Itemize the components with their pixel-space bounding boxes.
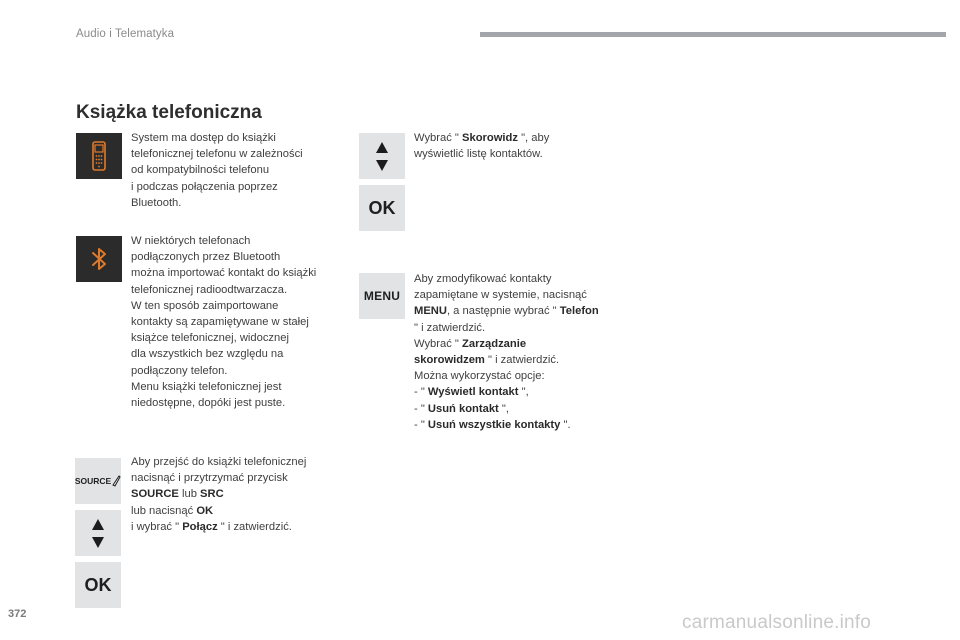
text-line: Menu książki telefonicznej jest — [131, 380, 282, 393]
skorowidzem-label: skorowidzem — [414, 354, 485, 367]
text-line: Aby przejść do książki telefonicznej — [131, 456, 307, 468]
up-down-arrows-button-right[interactable] — [359, 133, 405, 179]
page-number: 372 — [8, 608, 27, 620]
text-span: lub — [178, 488, 201, 501]
text-line — [414, 336, 599, 352]
text-line: nacisnąć i przytrzymać przycisk — [131, 472, 288, 485]
text-line: niedostępne, dopóki jest puste. — [131, 397, 286, 410]
up-down-arrows-button[interactable] — [75, 510, 121, 556]
text-span: - " — [414, 402, 428, 415]
text-line — [414, 303, 599, 319]
option-item — [414, 417, 599, 433]
text-line: wyświetlić listę kontaktów. — [414, 148, 543, 161]
text-line: i podczas połączenia poprzez — [131, 180, 278, 193]
text-line — [414, 352, 599, 368]
arrow-up-icon — [92, 519, 104, 530]
modify-paragraph — [414, 271, 599, 433]
src-key-label: SRC — [200, 488, 224, 501]
text-line: " i zatwierdzić. — [414, 321, 486, 334]
text-span: - " — [414, 386, 428, 399]
text-span: ", — [498, 402, 509, 415]
phone-handset-icon — [112, 475, 121, 487]
bluetooth-icon — [76, 236, 122, 282]
menu-button[interactable] — [359, 273, 405, 319]
text-line: W niektórych telefonach — [131, 235, 251, 247]
text-span: Wybrać " — [414, 132, 463, 144]
text-line: W ten sposób zaimportowane — [131, 299, 279, 312]
text-span: - " — [414, 418, 428, 431]
menu-button-label: MENU — [363, 289, 401, 303]
text-span: " i zatwierdzić. — [217, 520, 292, 533]
text-span: ". — [560, 418, 571, 431]
text-span: " i zatwierdzić. — [484, 354, 560, 367]
bluetooth-icon-tile — [76, 236, 122, 282]
phone-icon — [76, 133, 122, 179]
ok-button-right[interactable] — [359, 185, 405, 231]
option-item — [414, 384, 599, 400]
text-line — [131, 486, 306, 502]
text-span: ", — [518, 386, 529, 399]
intro-paragraph — [131, 130, 303, 211]
text-line: dla wszystkich bez względu na — [131, 348, 284, 361]
zarzadzanie-label: Zarządzanie — [462, 337, 527, 350]
source-button-label — [75, 475, 121, 487]
text-line: Bluetooth. — [131, 196, 182, 209]
text-line: telefonicznej telefonu w zależności — [131, 148, 303, 161]
import-paragraph — [131, 233, 316, 411]
text-line — [414, 130, 549, 146]
watermark: carmanualsonline.info — [682, 612, 872, 633]
skorowidz-label: Skorowidz — [462, 132, 518, 144]
header-bar — [480, 32, 946, 37]
text-line: książce telefonicznej, widocznej — [131, 332, 289, 345]
text-span: , a następnie wybrać " — [446, 305, 560, 318]
option-label: Wyświetl kontakt — [427, 386, 519, 399]
source-key-label: SOURCE — [131, 488, 179, 501]
text-line: można importować kontakt do książki — [131, 267, 317, 280]
option-item — [414, 401, 599, 417]
menu-key-label: MENU — [414, 305, 447, 318]
text-span: i wybrać " — [131, 520, 183, 533]
text-line: kontakty są zapamiętywane w stałej — [131, 316, 309, 329]
access-paragraph — [131, 454, 306, 535]
source-text: SOURCE — [74, 476, 112, 486]
phone-icon-tile — [76, 133, 122, 179]
ok-button-left[interactable] — [75, 562, 121, 608]
text-span: Wybrać " — [414, 337, 463, 350]
text-line: podłączony telefon. — [131, 364, 228, 377]
directory-paragraph — [414, 130, 549, 162]
section-header: Audio i Telematyka — [76, 28, 175, 40]
polacz-label: Połącz — [182, 520, 218, 533]
text-line — [131, 519, 306, 535]
option-label: Usuń wszystkie kontakty — [427, 418, 561, 431]
ok-key-label: OK — [196, 504, 214, 517]
arrow-down-icon — [92, 537, 104, 548]
arrow-up-icon — [376, 142, 388, 153]
text-line: Aby zmodyfikować kontakty — [414, 273, 552, 285]
arrow-down-icon — [376, 160, 388, 171]
text-line — [131, 503, 306, 519]
option-label: Usuń kontakt — [427, 402, 499, 415]
text-line: Można wykorzystać opcje: — [414, 370, 545, 383]
ok-button-label: OK — [368, 197, 396, 218]
text-line: System ma dostęp do książki — [131, 132, 276, 144]
text-line: podłączonych przez Bluetooth — [131, 251, 281, 264]
page-title: Książka telefoniczna — [76, 102, 262, 123]
text-line: od kompatybilności telefonu — [131, 164, 270, 177]
text-line: telefonicznej radioodtwarzacza. — [131, 283, 288, 296]
text-span: ", aby — [517, 132, 550, 144]
text-line: zapamiętane w systemie, nacisnąć — [414, 289, 587, 302]
source-button[interactable] — [75, 458, 121, 504]
telefon-label: Telefon — [559, 305, 599, 318]
text-span: lub nacisnąć — [131, 504, 197, 517]
ok-button-label: OK — [84, 574, 112, 595]
